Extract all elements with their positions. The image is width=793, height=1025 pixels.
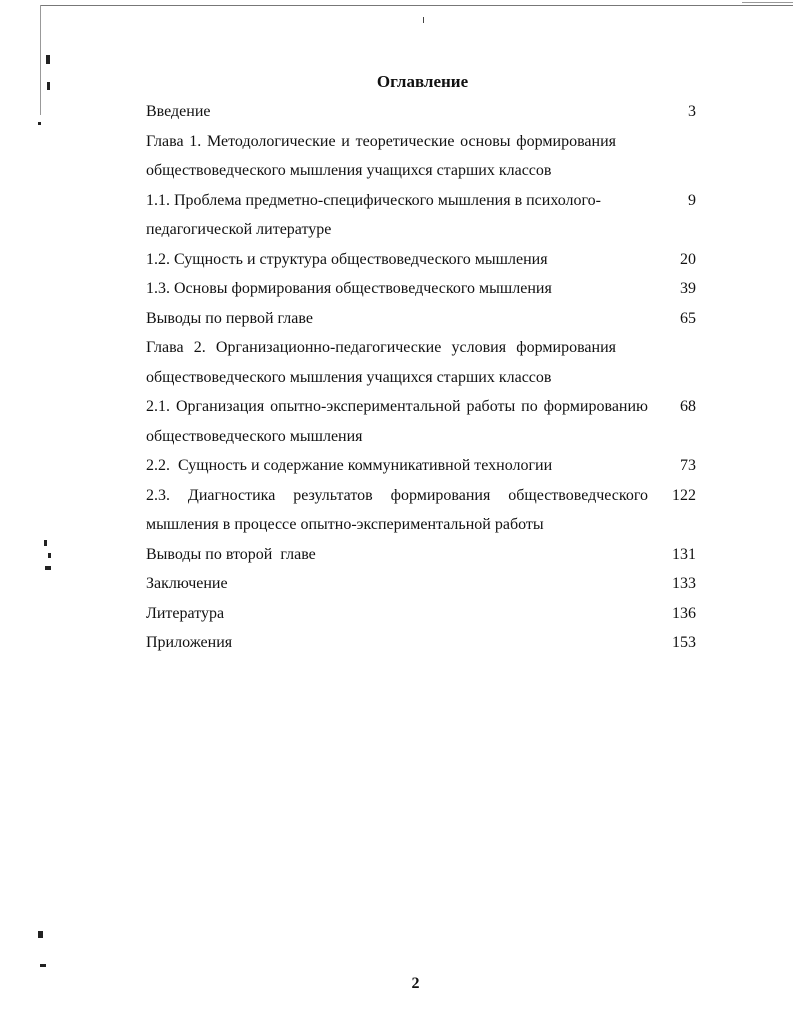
toc-entry-title: Введение — [146, 103, 211, 120]
toc-entry[interactable] — [146, 97, 696, 127]
toc-entry-page: 65 — [680, 309, 696, 327]
toc-entry-page: 136 — [672, 604, 696, 622]
toc-entry-page: 9 — [688, 191, 696, 209]
toc-entry[interactable] — [146, 333, 696, 392]
toc-entry[interactable] — [146, 540, 696, 570]
scan-speck — [48, 553, 51, 558]
toc-entry-title: 2.2. Сущность и содержание коммуникативной технологии — [146, 457, 553, 474]
toc-heading: Оглавление — [376, 72, 469, 91]
toc-entry-title: Глава 2. Организационно-педагогические условия формирования обществоведческого мышления учащихся старших классов — [146, 339, 616, 386]
scan-speck — [38, 122, 41, 125]
toc-entry-title: 2.1. Организация опытно-экспериментальной работы по формированию обществоведческого мышления — [146, 398, 648, 445]
toc-entry-page: 68 — [680, 398, 696, 415]
toc-entry-page: 131 — [672, 545, 696, 563]
toc-entry-title: Выводы по первой главе — [146, 309, 313, 327]
toc-entry-page: 153 — [672, 634, 696, 651]
toc-entry[interactable] — [146, 628, 696, 658]
scan-speck — [45, 566, 51, 570]
toc-entry[interactable] — [146, 569, 696, 599]
toc-entry-title: 1.1. Проблема предметно-специфического мышления в психолого-педагогической литературе — [146, 191, 601, 238]
scan-speck — [40, 964, 46, 967]
toc-entry-page: 3 — [688, 103, 696, 120]
toc-entry[interactable] — [146, 245, 696, 275]
table-of-contents — [146, 97, 696, 658]
toc-entry-title: Заключение — [146, 575, 228, 592]
toc-entry[interactable] — [146, 304, 696, 334]
toc-entry[interactable] — [146, 599, 696, 629]
toc-entry-title: Приложения — [146, 634, 233, 651]
toc-entry[interactable] — [146, 186, 696, 245]
scan-speck — [38, 931, 43, 938]
toc-entry-page: 39 — [680, 280, 696, 297]
toc-entry-page: 133 — [672, 575, 696, 592]
toc-entry[interactable] — [146, 451, 696, 481]
toc-entry-page: 73 — [680, 457, 696, 474]
toc-entry-page: 122 — [672, 486, 696, 504]
toc-entry-title: 1.2. Сущность и структура обществоведческого мышления — [146, 250, 548, 268]
toc-entry[interactable] — [146, 392, 696, 451]
scan-mark — [423, 17, 424, 23]
toc-entry-title: 1.3. Основы формирования обществоведческого мышления — [146, 280, 552, 297]
toc-entry[interactable] — [146, 481, 696, 540]
scan-speck — [46, 55, 50, 64]
toc-entry[interactable] — [146, 274, 696, 304]
toc-entry-title: 2.3. Диагностика результатов формирования обществоведческого мышления в процессе опытно-экспериментальной работы — [146, 486, 648, 533]
scan-border-top — [40, 5, 793, 6]
toc-entry[interactable] — [146, 127, 696, 186]
toc-entry-page: 20 — [680, 250, 696, 268]
toc-entry-title: Литература — [146, 604, 225, 622]
toc-entry-title: Выводы по второй главе — [146, 545, 316, 563]
scan-border-left — [40, 5, 41, 115]
page-number: 2 — [411, 975, 420, 992]
scan-speck — [47, 82, 50, 90]
scan-border-top-right — [742, 2, 793, 3]
scan-speck — [44, 540, 47, 546]
toc-entry-title: Глава 1. Методологические и теоретические основы формирования обществоведческого мышления учащихся старших классов — [146, 132, 616, 179]
